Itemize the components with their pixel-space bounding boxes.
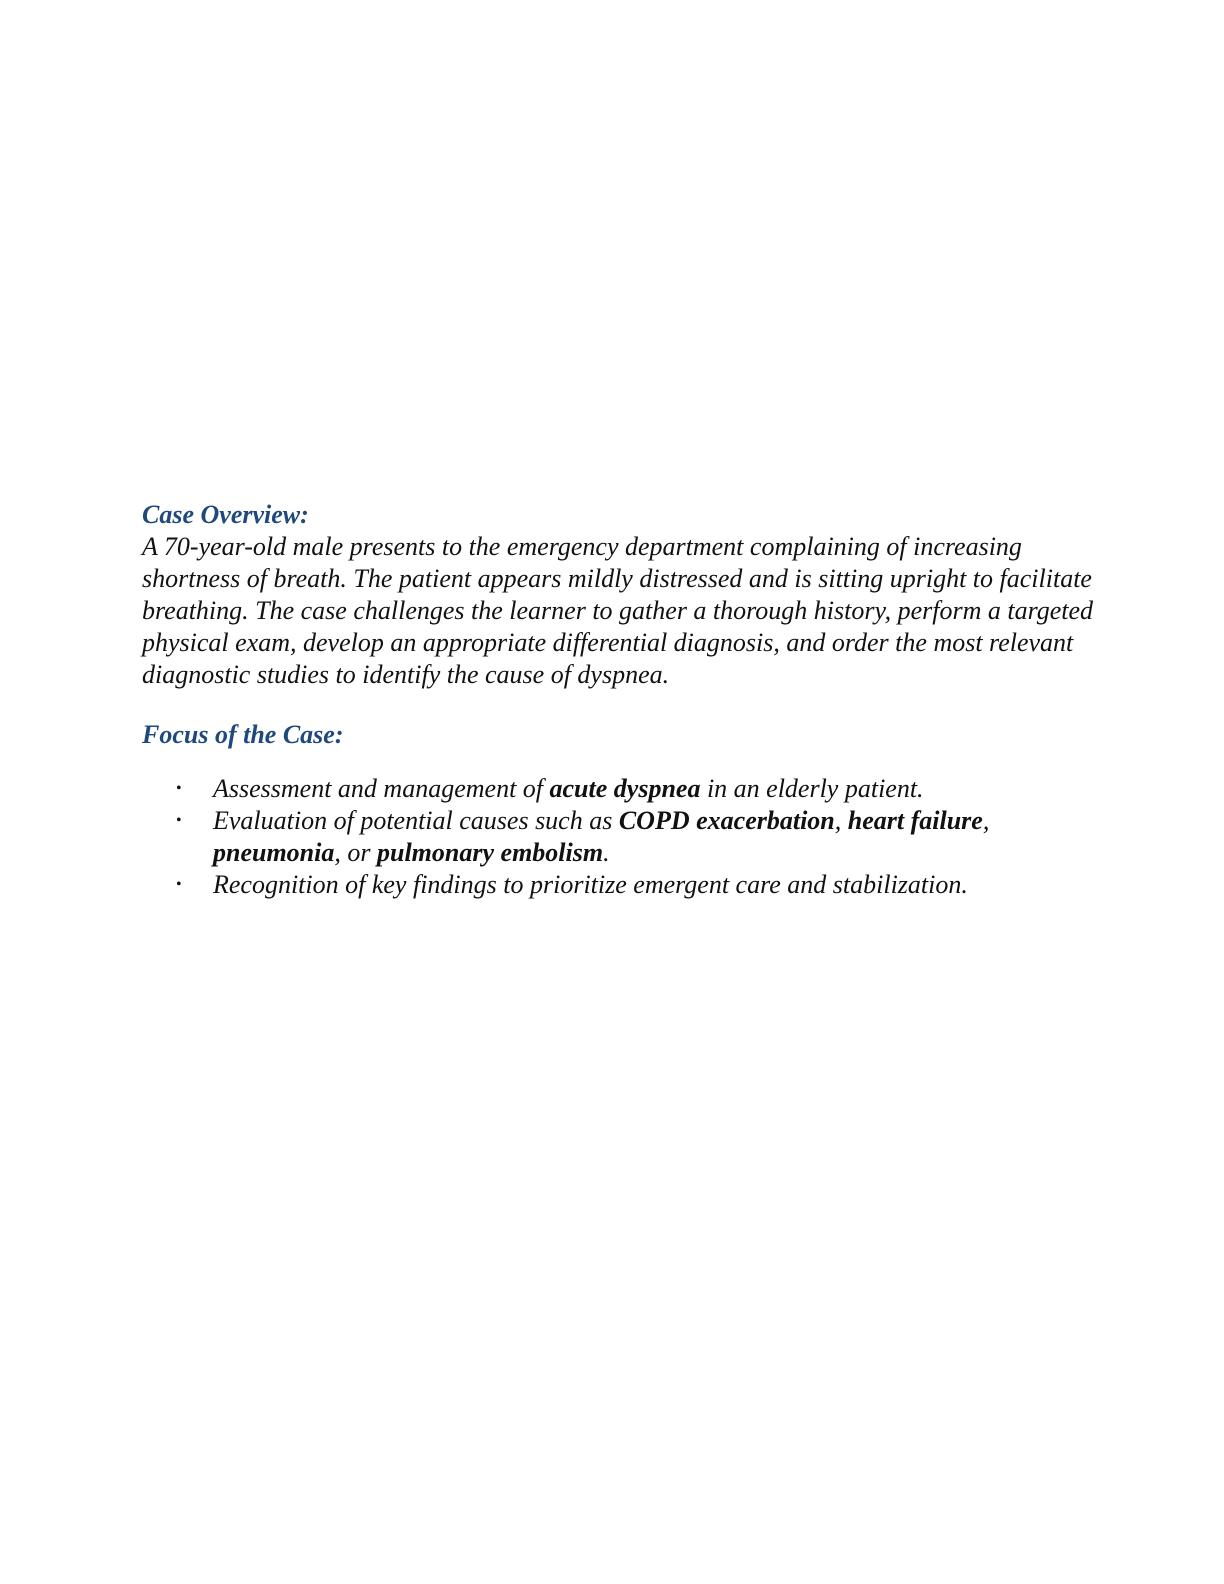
emphasis-term: pulmonary embolism bbox=[377, 838, 604, 867]
case-overview-heading: Case Overview: bbox=[142, 500, 309, 529]
emphasis-term: acute dyspnea bbox=[549, 774, 701, 803]
focus-item: • Evaluation of potential causes such as COPD exacerbation, heart failure, pneumonia, or pulmonary embolism. bbox=[176, 806, 990, 867]
emphasis-term: COPD exacerbation bbox=[618, 806, 835, 835]
emphasis-term: pneumonia bbox=[213, 838, 335, 867]
focus-item: • Assessment and management of acute dyspnea in an elderly patient. bbox=[176, 774, 924, 803]
content-body bbox=[142, 499, 1102, 901]
bullet-icon: • bbox=[176, 876, 182, 893]
case-overview-text: A 70-year-old male presents to the emergency department complaining of increasing shortness of breath. The patient appears mildly distressed and is sitting upright to facilitate breathing. The case challenges the learner to gather a thorough history, perform a targeted physical exam, develop an appropriate differential diagnosis, and order the most relevant diagnostic studies to identify the cause of dyspnea. bbox=[142, 532, 1094, 689]
focus-list bbox=[142, 773, 1102, 901]
bullet-icon: • bbox=[176, 812, 182, 829]
bullet-icon: • bbox=[176, 780, 182, 797]
focus-heading: Focus of the Case: bbox=[142, 720, 344, 749]
focus-item: • Recognition of key findings to prioritize emergent care and stabilization. bbox=[176, 870, 968, 899]
emphasis-term: heart failure bbox=[847, 806, 983, 835]
